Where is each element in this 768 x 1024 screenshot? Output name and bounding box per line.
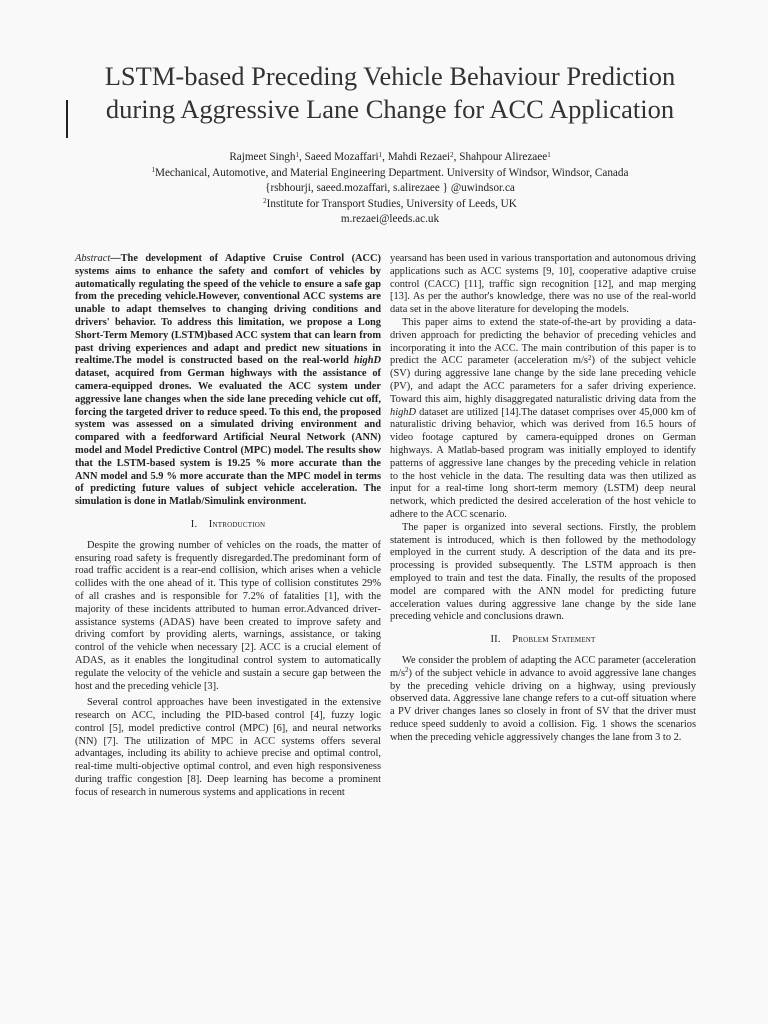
paragraph: Despite the growing number of vehicles on the roads, the matter of ensuring road safety is frequently disregarded.The predominant form of road traffic accident is a rear-end collision, which arises when a vehicle collides with the one ahead of it. This type of collision constitutes 29% of all crashes and is responsible for 7.2% of fatalities [1], with the majority of these incidents attributed to human error.Advanced driver-assistance systems (ADAS) have been created to improve safety and driving comfort by providing alerts, warnings, assistance, or taking control of the vehicle when necessary [2]. ACC is a crucial element of ADAS, as it enables the longitudinal control system to automatically regulate the velocity of the vehicle and sustain a secure gap between the host and the preceding vehicle [3].	[75, 539, 381, 692]
right-column	[390, 253, 696, 744]
author-affil-sup: 1	[378, 150, 383, 159]
author-sep: ,	[382, 151, 388, 163]
paragraph: We consider the problem of adapting the ACC parameter (acceleration $m/s^2$) of the subject vehicle in advance to avoid aggressive lane changes by the preceding vehicle driving on a highway, using previously observed data. Aggressive lane change refers to a cut-off situation where a PV driver changes lanes so closely in front of SV that the driver must reduce speed suddenly to avoid a collision. Fig. 1 shows the scenarios when the preceding vehicle aggressively changes the lane from 3 to 2.	[390, 654, 696, 743]
title-line-2: during Aggressive Lane Change for ACC Application	[105, 94, 675, 124]
affiliation-1: $^1$Mechanical, Automotive, and Material Engineering Department. University of Windsor, Windsor, Canada	[151, 166, 629, 179]
author-affil-sup: 1	[547, 150, 551, 159]
emails-1: {rsbhourji, saeed.mozaffari, s.alirezaee } @uwindsor.ca	[265, 182, 515, 194]
paragraph: The paper is organized into several sections. Firstly, the problem statement is introduced, which is then followed by the methodology employed in the current study. A description of the data and its pre-processing is provided subsequently. The LSTM approach is then employed to train and test the data. Finally, the results of the proposed model are compared with the ANN model for predicting future acceleration values during aggressive lane change by the side lane preceding vehicle and conclusions drawn.	[390, 521, 696, 623]
section-heading-introduction: I. Introduction	[190, 518, 266, 530]
affiliation-2: $^2$Institute for Transport Studies, University of Leeds, UK	[263, 197, 517, 210]
author-name: Shahpour Alirezaee	[459, 151, 548, 163]
author-affil-sup: 1	[295, 150, 299, 159]
author-sep: ,	[299, 151, 305, 163]
paragraph: This paper aims to extend the state-of-the-art by providing a data-driven approach for predicting the behavior of preceding vehicles and incorporating it into the ACC. The main contribution of this paper is to predict the ACC parameter (acceleration $m/s^2$) of the subject vehicle (SV) during aggressive lane change by the side lane preceding vehicle (PV), and adapt the ACC parameters for a safer driving experience. Toward this aim, highly disaggregated naturalistic driving data from the highD dataset are utilized [14].The dataset comprises over 45,000 km of naturalistic driving behavior, which was derived from 16.5 hours of video footage captured by camera-equipped drones on German highways. A Matlab-based program was initially employed to identify patterns of aggressive lane changes by the preceding vehicle in relation to the host vehicle in the data. The resulting data was then utilized as input for a real-time long short-term memory (LSTM) deep neural network, which predicted the desired acceleration of the host vehicle to adhere to the ACC scenario.	[390, 316, 696, 520]
section-heading-problem-statement: II. Problem Statement	[490, 634, 596, 646]
paper-title	[60, 60, 720, 126]
email-2: m.rezaei@leeds.ac.uk	[340, 213, 440, 225]
abstract: Abstract—The development of Adaptive Cruise Control (ACC) systems aims to enhance the safety and comfort of vehicles by automatically regulating the speed of the vehicle to ensure a safe gap from the preceding vehicle.However, conventional ACC systems are unable to adapt themselves to changing driving conditions and drivers' behavior. To address this limitation, we propose a Long Short-Term Memory (LSTM)based ACC system that can learn from past driving experiences and adapt and predict new situations in realtime.The model is constructed based on the real-world highD dataset, acquired from German highways with the assistance of camera-equipped drones. We evaluated the ACC system under aggressive lane changes when the side lane preceding vehicle cut off, forcing the targeted driver to reduce speed. To this end, the proposed system was assessed on a simulated driving environment and compared with a feedforward Artificial Neural Network (ANN) model and Model Predictive Control (MPC) model. The results show that the LSTM-based system is 19.25 % more accurate than the ANN model and 5.9 % more accurate than the MPC model in terms of predicting future values of subject vehicle acceleration. The simulation is done in Matlab/Simulink environment.	[75, 253, 381, 508]
abstract-label: Abstract	[75, 253, 111, 264]
author-block	[60, 150, 720, 228]
author-name: Saeed Mozaffari	[304, 151, 379, 163]
author-line	[60, 150, 720, 166]
author-name: Mahdi Rezaei	[387, 151, 451, 163]
author-sep: ,	[453, 151, 460, 163]
author-affil-sup: 2	[450, 150, 454, 159]
author-name: Rajmeet Singh	[229, 151, 296, 163]
paragraph: Several control approaches have been investigated in the extensive research on ACC, including the PID-based control [4], fuzzy logic control [5], model predictive control (MPC) [6], and neural networks (NN) [7]. The utilization of MPC in ACC systems offers several advantages, including its ability to achieve precise and optimal control, real-time multi-objective optimal control, and even high responsiveness during traffic congestion [8]. Deep learning has become a prominent focus of research in numerous systems and applications in recent	[75, 697, 381, 798]
title-line-1: LSTM-based Preceding Vehicle Behaviour Prediction	[104, 61, 676, 91]
left-column	[75, 253, 381, 800]
paragraph-continued: yearsand has been used in various transportation and autonomous driving applications such as ACC systems [9, 10], cooperative adaptive cruise control (CACC) [11], traffic sign recognition [12], and map merging [13]. As per the author's knowledge, there was no use of the real-world data set in the above literature for developing the models.	[390, 253, 696, 316]
